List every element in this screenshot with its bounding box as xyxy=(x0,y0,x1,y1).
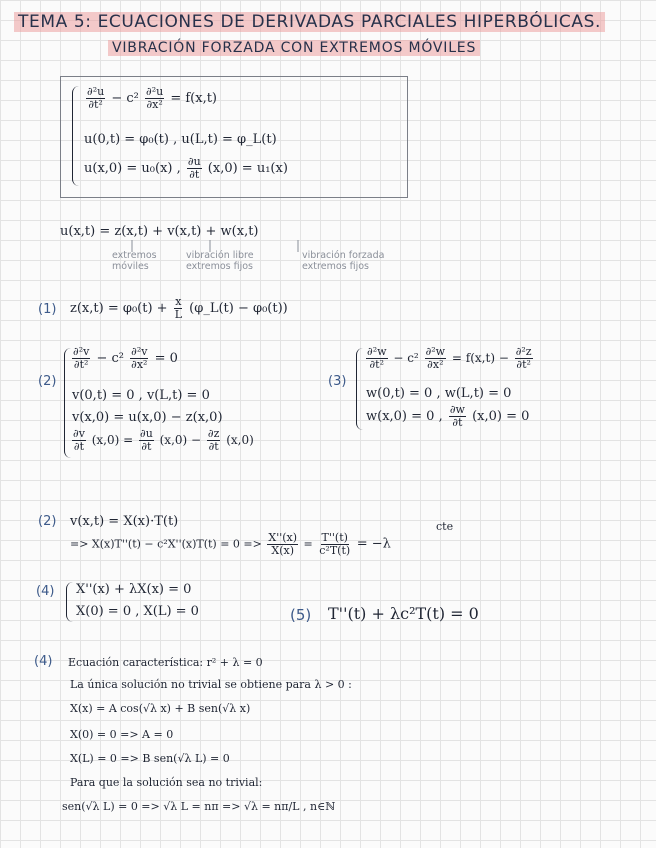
step2-label: (2) xyxy=(38,374,57,389)
step3-line-3: w(x,0) = 0 , $\frac{\partial w}{\partial t}$ (x,0) = 0 xyxy=(366,403,530,429)
note-z: extremos móviles xyxy=(112,250,157,272)
step4b-label: (4) xyxy=(34,654,53,669)
step4b-line-3: X(x) = A cos(√λ x) + B sen(√λ x) xyxy=(70,702,251,715)
step4-line-2: X(0) = 0 , X(L) = 0 xyxy=(76,604,199,619)
step3-brace xyxy=(356,348,363,430)
separation-label: (2) xyxy=(38,514,57,529)
step5-equation: T''(t) + λc²T(t) = 0 xyxy=(328,604,479,623)
step3-line-2: w(0,t) = 0 , w(L,t) = 0 xyxy=(366,386,512,401)
note-w: vibración forzada extremos fijos xyxy=(302,250,385,272)
step2-line-4: $\frac{\partial v}{\partial t}$ (x,0) = $\frac{\partial u}{\partial t}$ (x,0) − $\frac{\partial z}{\partial t}$ (x,0) xyxy=(73,427,254,453)
step3-label: (3) xyxy=(328,374,347,389)
system-brace xyxy=(72,86,79,186)
step4b-line-1: Ecuación característica: r² + λ = 0 xyxy=(68,656,263,669)
step4-label: (4) xyxy=(36,584,55,599)
step4-line-1: X''(x) + λX(x) = 0 xyxy=(76,582,192,597)
separation-line-2: => X(x)T''(t) − c²X''(x)T(t) = 0 => $\frac{X''(x)}{X(x)}$ = $\frac{T''(t)}{\text{c²T(t)}}$ = −λ xyxy=(70,531,391,557)
step5-label: (5) xyxy=(290,606,312,624)
system-line-1: $\frac{\text{∂²u}}{\text{∂t²}}$ − c² $\frac{\text{∂²u}}{\text{∂x²}}$ = f(x,t) xyxy=(87,85,217,111)
step2-line-2: v(0,t) = 0 , v(L,t) = 0 xyxy=(72,388,210,403)
note-v: vibración libre extremos fijos xyxy=(186,250,254,272)
step1-label: (1) xyxy=(38,302,57,317)
system-line-2: u(0,t) = φ₀(t) , u(L,t) = φ_L(t) xyxy=(84,132,277,147)
page-subtitle: VIBRACIÓN FORZADA CON EXTREMOS MÓVILES xyxy=(108,40,480,56)
step2-line-3: v(x,0) = u(x,0) − z(x,0) xyxy=(72,410,223,425)
system-line-3: u(x,0) = u₀(x) , $\frac{\partial u}{\partial t}$ (x,0) = u₁(x) xyxy=(84,155,288,181)
step4b-line-7: sen(√λ L) = 0 => √λ L = nπ => √λ = nπ/L , n∈ℕ xyxy=(62,800,336,813)
step4b-line-5: X(L) = 0 => B sen(√λ L) = 0 xyxy=(70,752,230,765)
step4b-line-6: Para que la solución sea no trivial: xyxy=(70,776,263,789)
constant-annotation: cte xyxy=(436,520,454,533)
step4b-line-4: X(0) = 0 => A = 0 xyxy=(70,728,174,741)
page-title: TEMA 5: ECUACIONES DE DERIVADAS PARCIALES HIPERBÓLICAS. xyxy=(14,12,605,32)
step1-equation: z(x,t) = φ₀(t) + $\frac{x}{L}$ (φ_L(t) − φ₀(t)) xyxy=(70,295,288,321)
separation-line-1: v(x,t) = X(x)·T(t) xyxy=(70,514,179,529)
step4b-line-2: La única solución no trivial se obtiene para λ > 0 : xyxy=(70,678,352,691)
decomposition-equation: u(x,t) = z(x,t) + v(x,t) + w(x,t) xyxy=(60,224,259,239)
step3-line-1: $\frac{\text{∂²w}}{\text{∂t²}}$ − c² $\frac{\text{∂²w}}{\text{∂x²}}$ = f(x,t) − $\frac{\text{∂²z}}{\text{∂t²}}$ xyxy=(367,345,532,371)
step2-line-1: $\frac{\text{∂²v}}{\text{∂t²}}$ − c² $\frac{\text{∂²v}}{\text{∂x²}}$ = 0 xyxy=(73,345,178,371)
step4-brace xyxy=(66,582,73,622)
